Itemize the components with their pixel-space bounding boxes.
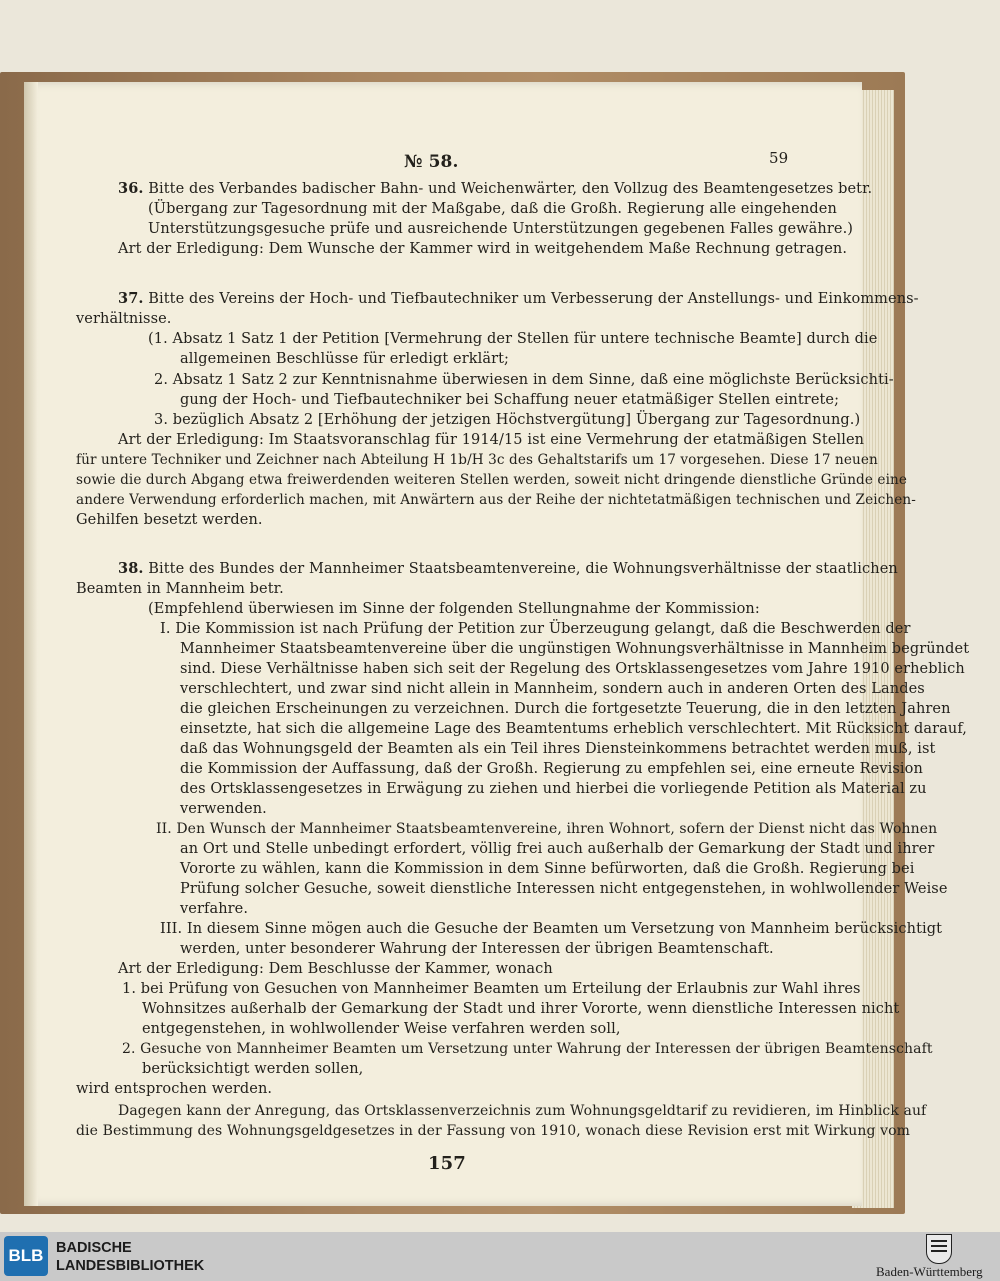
page-gutter [24, 82, 38, 1206]
document-page [24, 82, 970, 1206]
item-38-line-25: 2. Gesuche von Mannheimer Beamten um Versetzung unter Wahrung der Interessen der übrigen Beamtenschaft [122, 1041, 933, 1057]
item-38-line-2: Beamten in Mannheim betr. [76, 581, 284, 597]
item-number: 38. [118, 560, 144, 577]
item-37-line-12: Gehilfen besetzt werden. [76, 512, 263, 528]
item-38-line-9: einsetzte, hat sich die allgemeine Lage des Beamtentums erheblich verschlechtert. Mit Rücksicht darauf, [180, 721, 968, 737]
item-37-line-7: 3. bezüglich Absatz 2 [Erhöhung der jetzigen Höchstvergütung] Übergang zur Tagesordnung.) [154, 412, 861, 428]
item-38-line-13: verwenden. [180, 801, 267, 817]
item-38-line-4: I. Die Kommission ist nach Prüfung der Petition zur Überzeugung gelangt, daß die Beschwerden der [160, 621, 911, 637]
item-38-line-8: die gleichen Erscheinungen zu verzeichnen. Durch die fortgesetzte Teuerung, die in den letzten Jahren [180, 701, 951, 717]
item-37-line-4: allgemeinen Beschlüsse für erledigt erklärt; [180, 351, 510, 367]
item-37-line-11: andere Verwendung erforderlich machen, mit Anwärtern aus der Reihe der nichtetatmäßigen technischen und Zeichen- [76, 492, 916, 508]
item-38-line-28: Dagegen kann der Anregung, das Ortsklassenverzeichnis zum Wohnungsgeldtarif zu revidieren, im Hinblick auf [118, 1103, 927, 1119]
item-36-line-3: Unterstützungsgesuche prüfe und ausreichende Unterstützungen gegebenen Falles gewähre.) [148, 221, 854, 237]
item-37-line-8: Art der Erledigung: Im Staatsvoranschlag für 1914/15 ist eine Vermehrung der etatmäßigen Stellen [118, 432, 865, 448]
item-36-line-4: Art der Erledigung: Dem Wunsche der Kammer wird in weitgehendem Maße Rechnung getragen. [118, 241, 848, 257]
item-38-line-22: 1. bei Prüfung von Gesuchen von Mannheimer Beamten um Erteilung der Erlaubnis zur Wahl ihres [122, 981, 861, 997]
item-number: 37. [118, 290, 144, 307]
item-38-line-23: Wohnsitzes außerhalb der Gemarkung der Stadt und ihrer Vororte, wenn dienstliche Interessen nicht [142, 1001, 900, 1017]
item-38-line-21: Art der Erledigung: Dem Beschlusse der Kammer, wonach [118, 961, 553, 977]
item-38-line-15: an Ort und Stelle unbedingt erfordert, völlig frei auch außerhalb der Gemarkung der Stadt und ihrer [180, 841, 935, 857]
item-38-line-14: II. Den Wunsch der Mannheimer Staatsbeamtenvereine, ihren Wohnort, sofern der Dienst nicht das Wohnen [156, 821, 938, 837]
item-38-line-18: verfahre. [180, 901, 249, 917]
item-38-line-12: des Ortsklassengesetzes in Erwägung zu ziehen und hierbei die vorliegende Petition als Material zu [180, 781, 927, 797]
item-37-line-2: verhältnisse. [76, 311, 172, 327]
item-38-line-17: Prüfung solcher Gesuche, soweit dienstliche Interessen nicht entgegenstehen, in wohlwollender Weise [180, 881, 948, 897]
item-37-line-3: (1. Absatz 1 Satz 1 der Petition [Vermehrung der Stellen für untere technische Beamte] durch die [148, 331, 878, 347]
library-name: BADISCHE LANDESBIBLIOTHEK [56, 1240, 205, 1274]
item-38-line-20: werden, unter besonderer Wahrung der Interessen der übrigen Beamtenschaft. [180, 941, 774, 957]
item-37-line-6: gung der Hoch- und Tiefbautechniker bei Schaffung neuer etatmäßiger Stellen eintrete; [180, 392, 840, 408]
item-38-line-7: verschlechtert, und zwar sind nicht allein in Mannheim, sondern auch in anderen Orten des Landes [180, 681, 925, 697]
item-38-line-11: die Kommission der Auffassung, daß der Großh. Regierung zu empfehlen sei, eine erneute Revision [180, 761, 923, 777]
item-number: 36. [118, 180, 144, 197]
item-37-line-5: 2. Absatz 1 Satz 2 zur Kenntnisnahme überwiesen in dem Sinne, daß eine möglichste Berücksichti- [154, 372, 894, 388]
item-38-line-24: entgegenstehen, in wohlwollender Weise verfahren werden soll, [142, 1021, 621, 1037]
item-38-line-6: sind. Diese Verhältnisse haben sich seit der Regelung des Ortsklassengesetzes vom Jahre 1910 erheblich [180, 661, 965, 677]
item-36-line-2: (Übergang zur Tagesordnung mit der Maßgabe, daß die Großh. Regierung alle eingehenden [148, 201, 837, 217]
item-38-line-1: 38. Bitte des Bundes der Mannheimer Staatsbeamtenvereine, die Wohnungsverhältnisse der staatlichen [118, 560, 898, 577]
item-38-line-27: wird entsprochen werden. [76, 1081, 273, 1097]
item-38-line-3: (Empfehlend überwiesen im Sinne der folgenden Stellungnahme der Kommission: [148, 601, 760, 617]
item-38-line-29: die Bestimmung des Wohnungsgeldgesetzes in der Fassung von 1910, wonach diese Revision erst mit Wirkung vom [76, 1123, 911, 1139]
page-number: 59 [769, 149, 789, 167]
item-38-line-19: III. In diesem Sinne mögen auch die Gesuche der Beamten um Versetzung von Mannheim berücksichtigt [160, 921, 943, 937]
item-38-line-5: Mannheimer Staatsbeamtenvereine über die ungünstigen Wohnungsverhältnisse in Mannheim begründet [180, 641, 970, 657]
item-36-line-1: 36. Bitte des Verbandes badischer Bahn- und Weichenwärter, den Vollzug des Beamtengesetzes betr. [118, 180, 873, 197]
coat-of-arms-icon [926, 1234, 952, 1264]
blb-logo: BLB [4, 1236, 48, 1276]
item-38-line-26: berücksichtigt werden sollen, [142, 1061, 364, 1077]
item-38-line-10: daß das Wohnungsgeld der Beamten als ein Teil ihres Diensteinkommens betrachtet werden muß, ist [180, 741, 936, 757]
state-name: Baden-Württemberg [876, 1264, 983, 1279]
item-37-line-9: für untere Techniker und Zeichner nach Abteilung H 1b/H 3c des Gehaltstarifs um 17 vorgesehen. Diese 17 neuen [76, 452, 878, 468]
folio-number: 157 [428, 1153, 466, 1174]
item-37-line-1: 37. Bitte des Vereins der Hoch- und Tiefbautechniker um Verbesserung der Anstellungs- und Einkommens- [118, 290, 919, 307]
item-38-line-16: Vororte zu wählen, kann die Kommission in dem Sinne befürworten, daß die Großh. Regierung bei [180, 861, 915, 877]
page-title: № 58. [404, 152, 459, 172]
item-37-line-10: sowie die durch Abgang etwa freiwerdenden weiteren Stellen werden, soweit nicht dringende dienstliche Gründe eine [76, 472, 908, 488]
